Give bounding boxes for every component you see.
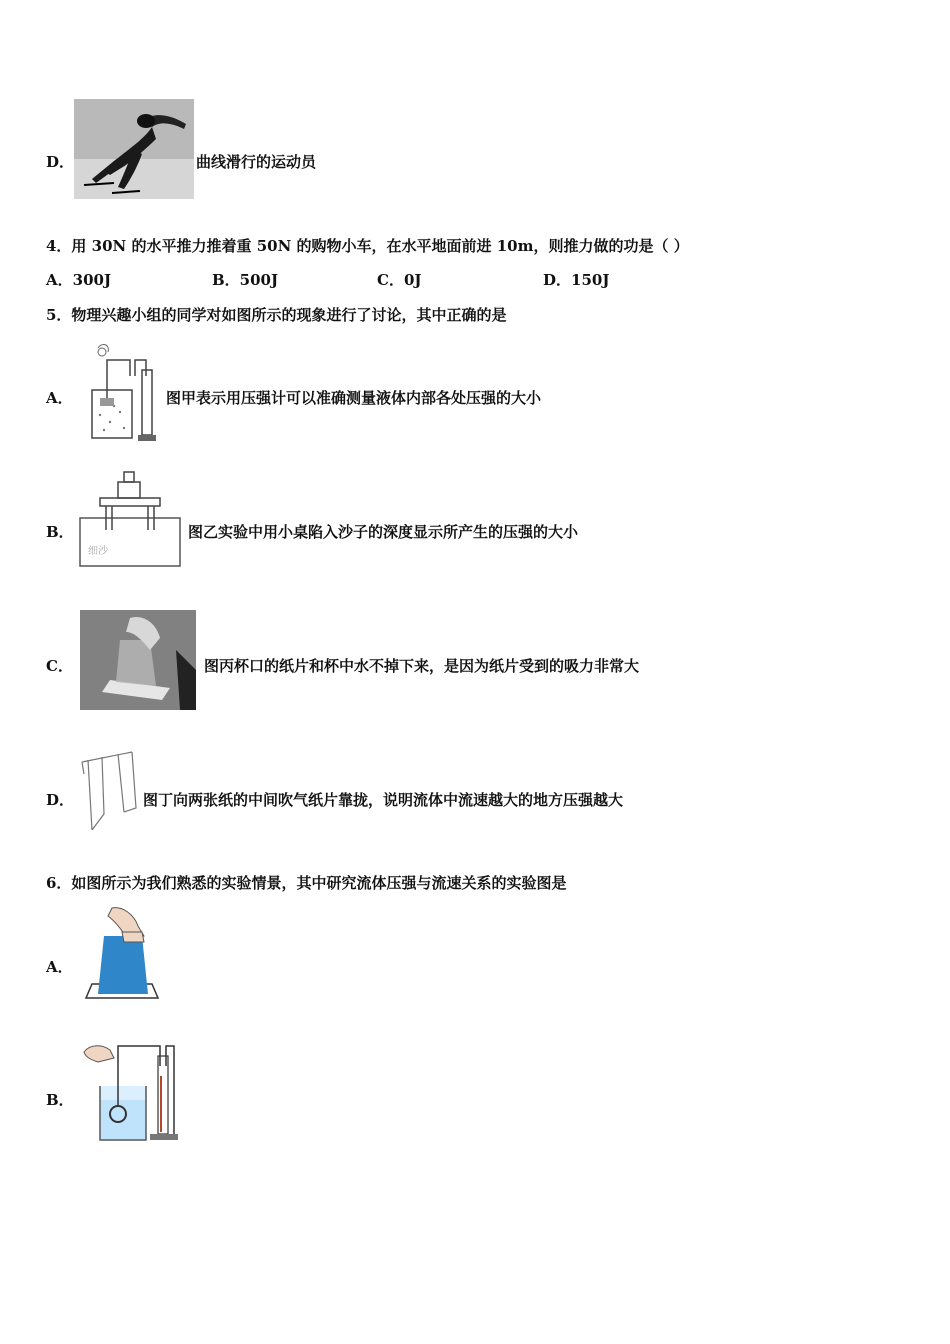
q5-option-c-label: C． bbox=[46, 657, 73, 675]
q5-option-a-text: 图甲表示用压强计可以准确测量液体内部各处压强的大小 bbox=[166, 389, 542, 407]
pressure-gauge-beaker-figure bbox=[80, 1036, 180, 1144]
two-papers-figure bbox=[78, 744, 140, 834]
sand-label: 细沙 bbox=[88, 546, 108, 557]
q5-option-d-text: 图丁向两张纸的中间吹气纸片靠拢，说明流体中流速越大的地方压强越大 bbox=[143, 791, 624, 809]
inverted-cup-figure bbox=[82, 906, 162, 1004]
q5-option-d-label: D． bbox=[46, 791, 75, 809]
table-on-sand-figure bbox=[78, 468, 182, 570]
q5-option-a-label: A． bbox=[46, 389, 73, 407]
q5-option-b-text: 图乙实验中用小桌陷入沙子的深度显示所产生的压强的大小 bbox=[188, 523, 579, 541]
q6-stem: 6．如图所示为我们熟悉的实验情景，其中研究流体压强与流速关系的实验图是 bbox=[46, 874, 567, 892]
q4-option-d: D．150J bbox=[543, 271, 610, 289]
q4-option-b: B．500J bbox=[212, 271, 279, 289]
q5-option-b-label: B． bbox=[46, 523, 74, 541]
speed-skater-photo bbox=[74, 99, 194, 199]
cup-paper-photo bbox=[80, 610, 196, 710]
q4-option-c: C．0J bbox=[377, 271, 422, 289]
q3-option-d-text: 曲线滑行的运动员 bbox=[196, 153, 317, 171]
pressure-gauge-figure bbox=[80, 340, 170, 445]
q5-option-c-text: 图丙杯口的纸片和杯中水不掉下来，是因为纸片受到的吸力非常大 bbox=[204, 657, 640, 675]
q5-stem: 5．物理兴趣小组的同学对如图所示的现象进行了讨论，其中正确的是 bbox=[46, 306, 507, 324]
q6-option-b-label: B． bbox=[46, 1091, 74, 1109]
q4-option-a: A．300J bbox=[46, 271, 112, 289]
q4-stem: 4．用 30N 的水平推力推着重 50N 的购物小车，在水平地面前进 10m，则推力做的功是（ ） bbox=[46, 237, 689, 255]
q6-option-a-label: A． bbox=[46, 958, 73, 976]
q3-option-d-label: D． bbox=[46, 153, 75, 171]
